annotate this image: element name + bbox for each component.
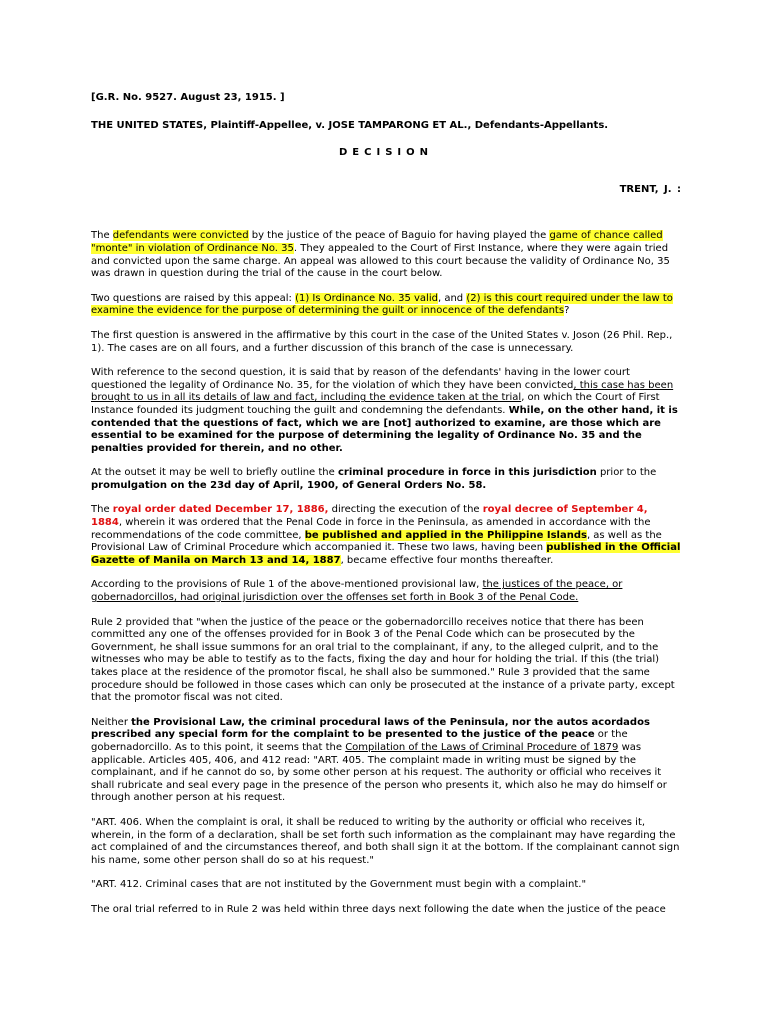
- text-span: , and: [437, 292, 467, 304]
- paragraph-1: [91, 230, 681, 280]
- bold-text: criminal procedure in force in this jurisdiction: [337, 467, 597, 479]
- text-span: Two questions are raised by this appeal:: [91, 292, 296, 304]
- paragraph-3: The first question is answered in the affirmative by this court in the case of the United States v. Joson (26 Phil. Rep., 1). The cases are on all fours, and a further discussion of this branch of the case is unnecessary.: [91, 329, 673, 354]
- red-bold-text: royal decree of September 4, 1884: [91, 504, 648, 529]
- text-span: . They appealed to the Court of First Instance, where they were again tried and convicted upon the same charge. An appeal was allowed to this court because the validity of Ordinance No, 35 was drawn in question during the trial of the cause in the court below.: [91, 242, 670, 280]
- text-span: The: [91, 230, 113, 242]
- decision-heading: DECISION: [339, 147, 433, 159]
- highlighted-text: game of chance called "monte" in violation of Ordinance No. 35: [91, 230, 663, 254]
- text-span: was applicable. Articles 405, 406, and 412 read: "ART. 405. The complaint made in writing must be signed by the complainant, and if he cannot do so, by some other person at his request. The authority or official who receives it shall rubricate and seal every page in the presence of the person who presents it, which also he may do himself or through another person at his request.: [91, 741, 667, 804]
- paragraph-8: Rule 2 provided that "when the justice of the peace or the gobernadorcillo receives notice that there has been committed any one of the offenses provided for in Book 3 of the Penal Code which can be prosecuted by the Government, he shall issue summons for an oral trial to the complainant, if any, to the alleged culprit, and to the witnesses who may be able to testify as to the facts, fixing the day and hour for holding the trial. If this (the trial) takes place at the residence of the promotor fiscal, he shall also be summoned." Rule 3 provided that the same procedure should be followed in those cases which can only be prosecuted at the instance of a private party, except that the promotor fiscal was not cited.: [91, 616, 675, 704]
- text-span: , became effective four months thereafter.: [340, 554, 554, 566]
- paragraph-12: The oral trial referred to in Rule 2 was held within three days next following the date when the justice of the peace: [91, 903, 666, 915]
- highlighted-bold-text: published in the Official Gazette of Manila on March 13 and 14, 1887: [91, 542, 681, 566]
- paragraph-10: "ART. 406. When the complaint is oral, it shall be reduced to writing by the authority or official who receives it, wherein, in the form of a declaration, shall be set forth such information as the complainant may have regarding the act complained of and the circumstances thereof, and both shall sign it at the bottom. If the complainant cannot sign his name, some other person shall do so at his request.": [91, 816, 680, 866]
- text-span: According to the provisions of Rule 1 of the above-mentioned provisional law,: [91, 579, 483, 591]
- red-bold-text: royal order dated December 17, 1886,: [112, 504, 329, 516]
- underlined-text: the justices of the peace, or gobernadorcillos, had original jurisdiction over the offenses set forth in Book 3 of the Penal Code.: [91, 579, 623, 604]
- paragraph-9: [91, 717, 681, 805]
- text-span: ?: [564, 305, 570, 317]
- document-page: [91, 92, 681, 929]
- highlighted-text: (2) is this court required under the law to examine the evidence for the purpose of determining the guilt or innocence of the defendants: [91, 292, 673, 317]
- case-citation: [G.R. No. 9527. August 23, 1915. ]: [91, 92, 285, 103]
- case-parties: THE UNITED STATES, Plaintiff-Appellee, v. JOSE TAMPARONG ET AL., Defendants-Appellants.: [91, 119, 609, 131]
- text-span: With reference to the second question, it is said that by reason of the defendants' having in the lower court questioned the legality of Ordinance No. 35, for the violation of which they have been convicted: [91, 367, 630, 391]
- text-span: , as well as the Provisional Law of Criminal Procedure which accompanied it. These two laws, having been: [91, 529, 662, 554]
- text-span: At the outset it may be well to briefly outline the: [91, 467, 338, 479]
- text-span: directing the execution of the: [328, 504, 483, 516]
- ponente: TRENT, J. :: [619, 183, 681, 195]
- text-span: The: [91, 504, 113, 516]
- text-span: , wherein it was ordered that the Penal Code in force in the Peninsula, as amended in accordance with the recommendations of the code committee,: [91, 517, 651, 541]
- highlighted-text: (1) Is Ordinance No. 35 valid: [295, 292, 438, 304]
- underlined-text: , this case has been brought to us in all its details of law and fact, including the evidence taken at the trial: [91, 379, 674, 404]
- paragraph-6: [91, 504, 681, 567]
- paragraph-11: "ART. 412. Criminal cases that are not instituted by the Government must begin with a complaint.": [91, 879, 587, 891]
- paragraph-5: [91, 467, 681, 492]
- bold-text: promulgation on the 23d day of April, 1900, of General Orders No. 58.: [91, 479, 487, 491]
- paragraph-4: [91, 367, 681, 455]
- bold-text: the Provisional Law, the criminal procedural laws of the Peninsula, nor the autos acordados prescribed any special form for the complaint to be presented to the justice of the peace: [91, 716, 650, 741]
- highlighted-bold-text: be published and applied in the Philippine Islands: [304, 529, 587, 541]
- paragraph-2: [91, 293, 681, 318]
- text-span: Neither: [91, 716, 132, 728]
- text-span: or the gobernadorcillo. As to this point, it seems that the: [91, 729, 628, 753]
- text-span: prior to the: [596, 467, 657, 479]
- paragraph-7: [91, 579, 681, 604]
- underlined-text: Compilation of the Laws of Criminal Procedure of 1879: [345, 741, 619, 753]
- highlighted-text: defendants were convicted: [112, 230, 249, 242]
- bold-text: While, on the other hand, it is contended that the questions of fact, which we are [not] authorized to examine, are those which are essential to be examined for the purpose of determining the legality of Ordinance No. 35 and the penalties provided for therein, and no other.: [91, 404, 678, 454]
- text-span: , on which the Court of First Instance founded its judgment touching the guilt and condemning the defendants.: [91, 392, 660, 416]
- text-span: by the justice of the peace of Baguio for having played the: [248, 230, 550, 242]
